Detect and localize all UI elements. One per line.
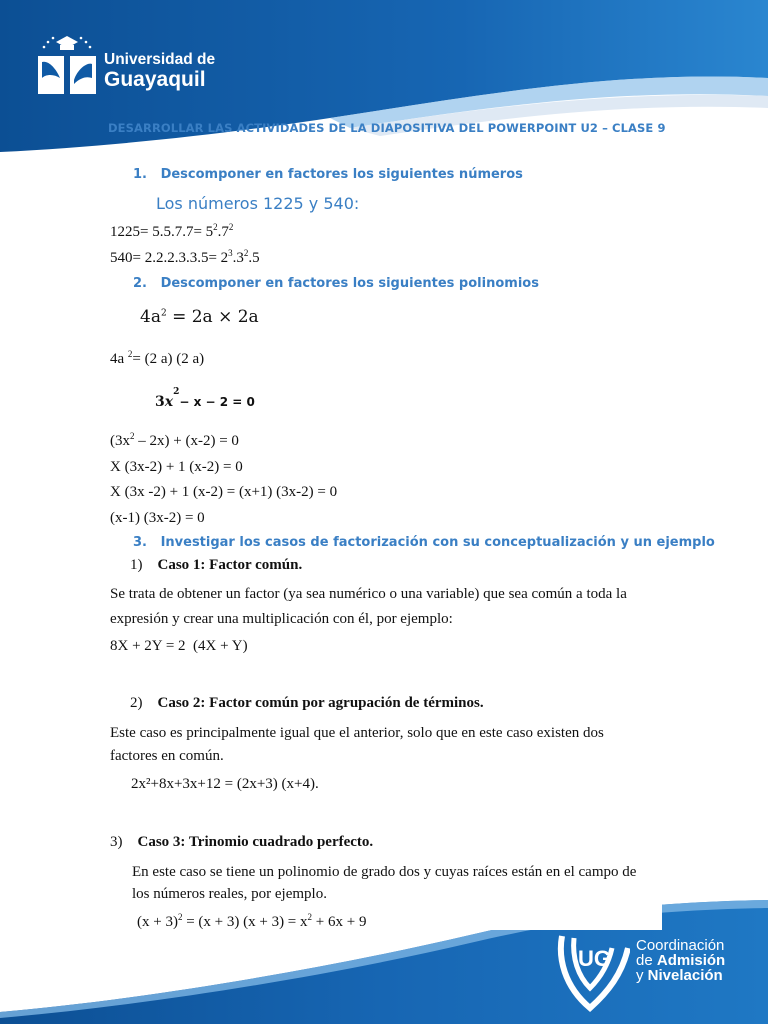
footer-line3: y Nivelación	[636, 967, 723, 984]
case2-text-1: Este caso es principalmente igual que el anterior, solo que en este caso existen dos	[110, 725, 604, 741]
step-4: (x-1) (3x-2) = 0	[110, 510, 205, 526]
equation-3x2: $3x^2- x - 2 = 0$	[155, 387, 255, 410]
factor-540: $540= 2.2.2.3.3.5= 2^3.3^2.5$	[110, 248, 260, 266]
case3-example: $(x + 3)^2 = (x + 3)$ $(x + 3) = x^2 + 6x + 9$	[137, 912, 367, 930]
ug-emblem-icon	[556, 928, 630, 1012]
case3-text-2: los números reales, por ejemplo.	[132, 886, 327, 902]
case2-text-2: factores en común.	[110, 748, 224, 764]
footer-line2: de Admisión	[636, 952, 726, 969]
case3-text-1: En este caso se tiene un polinomio de grado dos y cuyas raíces están en el campo de	[132, 864, 637, 880]
logo-line1: Universidad de	[104, 51, 216, 68]
section2-number: 2.	[133, 276, 147, 291]
admission-logo	[556, 928, 746, 1012]
page-title: DESARROLLAR LAS ACTIVIDADES DE LA DIAPOSITIVA DEL POWERPOINT U2 – CLASE 9	[108, 121, 666, 135]
case1-text-1: Se trata de obtener un factor (ya sea numérico o una variable) que sea común a toda la	[110, 586, 627, 602]
factor-1225: $1225= 5.5.7.7= 5^2.7^2$	[110, 222, 234, 240]
case2-title: 2) Caso 2: Factor común por agrupación de términos.	[130, 695, 484, 711]
footer-line1: Coordinación	[636, 937, 725, 954]
case1-title: 1) Caso 1: Factor común.	[130, 557, 303, 573]
section1-number: 1.	[133, 167, 147, 182]
section2-heading-text: Descomponer en factores los siguientes polinomios	[160, 276, 539, 291]
step-1: $(3x^2 - 2x) + (x-2) = 0$	[110, 431, 239, 449]
step-3: X (3x -2) + 1 (x-2) = (x+1) (3x-2) = 0	[110, 484, 338, 500]
step-2: X (3x-2) + 1 (x-2) = 0	[110, 459, 243, 475]
ug-letters: UG	[578, 946, 611, 971]
case1-text-2: expresión y crear una multiplicación con él, por ejemplo:	[110, 611, 453, 627]
equation-4a2-result: 4a $^2$= (2 a) (2 a)	[110, 349, 205, 367]
equation-4a2: $4a^2 = 2a \times 2a$	[140, 307, 259, 327]
case1-example: 8X + 2Y = 2 (4X + Y)	[110, 638, 248, 654]
section1-subheading: Los números 1225 y 540:	[156, 194, 360, 213]
case2-example: 2x²+8x+3x+12 = (2x+3) (x+4).	[131, 776, 319, 792]
logo-line2: Guayaquil	[104, 68, 206, 91]
section3-heading-text: Investigar los casos de factorización con su conceptualización y un ejemplo	[160, 535, 715, 550]
section1-heading-text: Descomponer en factores los siguientes números	[160, 167, 523, 182]
case3-title: 3) Caso 3: Trinomio cuadrado perfecto.	[110, 834, 374, 850]
section3-number: 3.	[133, 535, 147, 550]
